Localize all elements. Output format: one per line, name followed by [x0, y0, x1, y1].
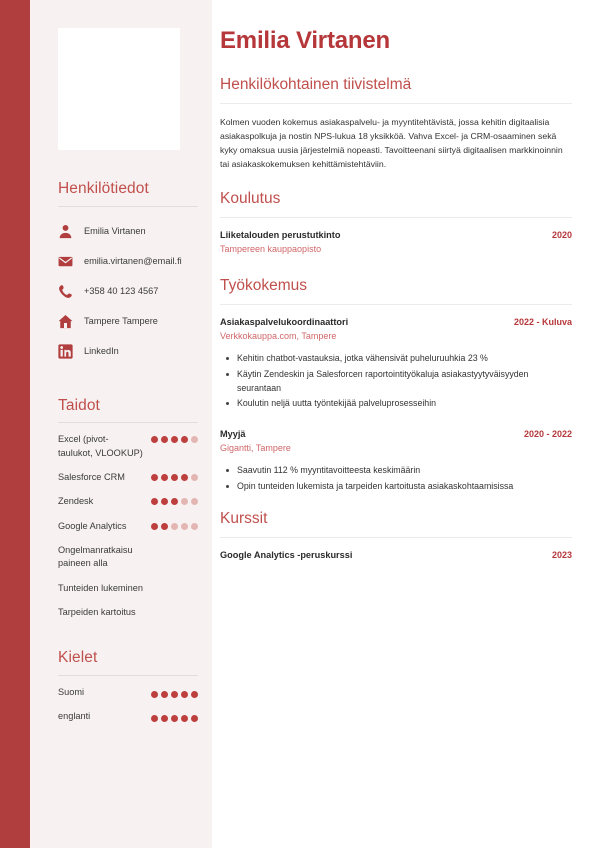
- language-name: englanti: [58, 711, 91, 722]
- rating-dot: [151, 523, 158, 530]
- course-entry: [220, 549, 572, 562]
- linkedin-icon: [58, 344, 73, 359]
- summary-text: Kolmen vuoden kokemus asiakaspalvelu- ja myyntitehtävistä, jossa kehitin digitaalisia asiakaspolkuja ja nostin NPS-lukua 18 yksikköä. Vahva Excel- ja CRM-osaaminen sekä kyky omaksua uusia järjestelmiä nopeasti. Tavoitteenani siirtyä digitaalisen markkinoinnin tai asiakaskokemuksen kehittämistehtäviin.: [220, 116, 563, 170]
- entry-date: 2023: [551, 550, 572, 561]
- page-title: Emilia Virtanen: [220, 27, 390, 54]
- sidebar-heading-personal: Henkilötiedot: [58, 180, 149, 197]
- entry-title: Asiakaspalvelukoordinaattori: [220, 316, 349, 327]
- entry-subtitle: Verkkokauppa.com, Tampere: [220, 330, 337, 341]
- rating-dot: [191, 474, 198, 481]
- languages-list: [58, 686, 198, 724]
- rating-dot: [161, 474, 168, 481]
- skill-item: [58, 433, 198, 460]
- section-heading-education: Koulutus: [220, 190, 281, 208]
- experience-list: [220, 316, 572, 494]
- entry-date: 2020: [551, 229, 572, 240]
- sidebar: [30, 0, 212, 848]
- rating-dot: [171, 474, 178, 481]
- rating-dots: [151, 712, 198, 722]
- skill-name: Salesforce CRM: [58, 471, 125, 482]
- rating-dot: [191, 691, 198, 698]
- contact-item-label: LinkedIn: [84, 346, 119, 357]
- section-heading-summary: Henkilökohtainen tiivistelmä: [220, 76, 412, 94]
- divider: [220, 304, 572, 305]
- bullet-item: Koulutin neljä uutta työntekijää palveluprosesseihin: [220, 397, 572, 411]
- skill-item: [58, 606, 198, 619]
- section-heading-experience: Työkokemus: [220, 277, 308, 295]
- contact-list: [58, 217, 198, 367]
- rating-dot: [161, 715, 168, 722]
- entry-subtitle: Gigantti, Tampere: [220, 442, 291, 453]
- entry-bullets: [220, 352, 572, 411]
- skill-item: [58, 544, 198, 571]
- rating-dot: [191, 715, 198, 722]
- experience-entry: [220, 428, 572, 494]
- language-name: Suomi: [58, 686, 85, 697]
- left-accent-stripe: [0, 0, 30, 848]
- contact-item[interactable]: [58, 307, 198, 337]
- skill-name: Ongelmanratkaisu paineen alla: [58, 544, 133, 569]
- rating-dot: [161, 498, 168, 505]
- rating-dot: [161, 436, 168, 443]
- rating-dots: [151, 688, 198, 698]
- rating-dot: [191, 436, 198, 443]
- sidebar-heading-languages: Kielet: [58, 649, 98, 667]
- rating-dot: [191, 523, 198, 530]
- rating-dot: [181, 436, 188, 443]
- entry-header: [220, 549, 572, 562]
- skill-item: [58, 471, 198, 484]
- rating-dot: [151, 691, 158, 698]
- contact-item[interactable]: [58, 217, 198, 247]
- rating-dot: [181, 474, 188, 481]
- entry-title: Myyjä: [220, 428, 246, 439]
- bullet-item: Kehitin chatbot-vastauksia, jotka vähensivät puheluruuhkia 23 %: [220, 352, 572, 366]
- bullet-item: Saavutin 112 % myyntitavoitteesta keskimäärin: [220, 464, 572, 478]
- education-entry: [220, 229, 572, 256]
- contact-item[interactable]: [58, 337, 198, 367]
- rating-dot: [181, 498, 188, 505]
- contact-item-label: +358 40 123 4567: [84, 286, 159, 297]
- divider: [58, 422, 198, 423]
- envelope-icon: [58, 254, 73, 269]
- rating-dots: [151, 433, 198, 443]
- rating-dot: [181, 691, 188, 698]
- skills-list: [58, 433, 198, 619]
- entry-date: 2020 - 2022: [523, 428, 572, 439]
- home-icon: [58, 314, 73, 329]
- rating-dots: [151, 520, 198, 530]
- rating-dot: [161, 691, 168, 698]
- entry-header: [220, 316, 572, 329]
- rating-dot: [151, 436, 158, 443]
- contact-item-label: emilia.virtanen@email.fi: [84, 256, 182, 267]
- rating-dot: [191, 498, 198, 505]
- contact-item[interactable]: [58, 247, 198, 277]
- rating-dot: [171, 523, 178, 530]
- skill-item: [58, 520, 198, 533]
- divider: [220, 217, 572, 218]
- education-list: [220, 229, 572, 256]
- rating-dot: [171, 715, 178, 722]
- divider: [58, 675, 198, 676]
- contact-item-label: Emilia Virtanen: [84, 226, 146, 237]
- entry-subtitle: Tampereen kauppaopisto: [220, 243, 322, 254]
- divider: [220, 103, 572, 104]
- bullet-item: Opin tunteiden lukemista ja tarpeiden kartoitusta asiakaskohtaamisissa: [220, 480, 572, 494]
- skill-name: Tunteiden lukeminen: [58, 582, 143, 593]
- entry-title: Google Analytics -peruskurssi: [220, 550, 353, 561]
- experience-entry: [220, 316, 572, 411]
- phone-icon: [58, 284, 73, 299]
- skill-name: Zendesk: [58, 496, 94, 507]
- entry-bullets: [220, 464, 572, 493]
- entry-header: [220, 428, 572, 441]
- entry-date: 2022 - Kuluva: [513, 316, 572, 327]
- language-item: [58, 686, 198, 699]
- bullet-item: Käytin Zendeskin ja Salesforcen raportointityökaluja asiakastyytyväisyyden seurantaan: [220, 368, 572, 395]
- skill-item: [58, 582, 198, 595]
- skill-item: [58, 495, 198, 508]
- language-item: [58, 710, 198, 723]
- rating-dot: [181, 715, 188, 722]
- sidebar-heading-skills: Taidot: [58, 396, 100, 414]
- rating-dot: [151, 498, 158, 505]
- courses-list: [220, 549, 572, 562]
- skill-name: Tarpeiden kartoitus: [58, 606, 136, 617]
- divider: [58, 206, 198, 207]
- rating-dot: [151, 474, 158, 481]
- entry-header: [220, 229, 572, 242]
- contact-item-label: Tampere Tampere: [84, 316, 158, 327]
- contact-item[interactable]: [58, 277, 198, 307]
- rating-dots: [151, 495, 198, 505]
- rating-dot: [161, 523, 168, 530]
- rating-dot: [171, 498, 178, 505]
- entry-title: Liiketalouden perustutkinto: [220, 229, 341, 240]
- section-heading-courses: Kurssit: [220, 510, 268, 528]
- rating-dot: [181, 523, 188, 530]
- rating-dot: [171, 691, 178, 698]
- profile-photo: [58, 28, 180, 150]
- skill-name: Excel (pivot-taulukot, VLOOKUP): [58, 434, 143, 458]
- person-icon: [58, 224, 73, 239]
- rating-dots: [151, 471, 198, 481]
- rating-dot: [171, 436, 178, 443]
- rating-dot: [151, 715, 158, 722]
- skill-name: Google Analytics: [58, 520, 127, 531]
- divider: [220, 537, 572, 538]
- main-content: [220, 0, 600, 566]
